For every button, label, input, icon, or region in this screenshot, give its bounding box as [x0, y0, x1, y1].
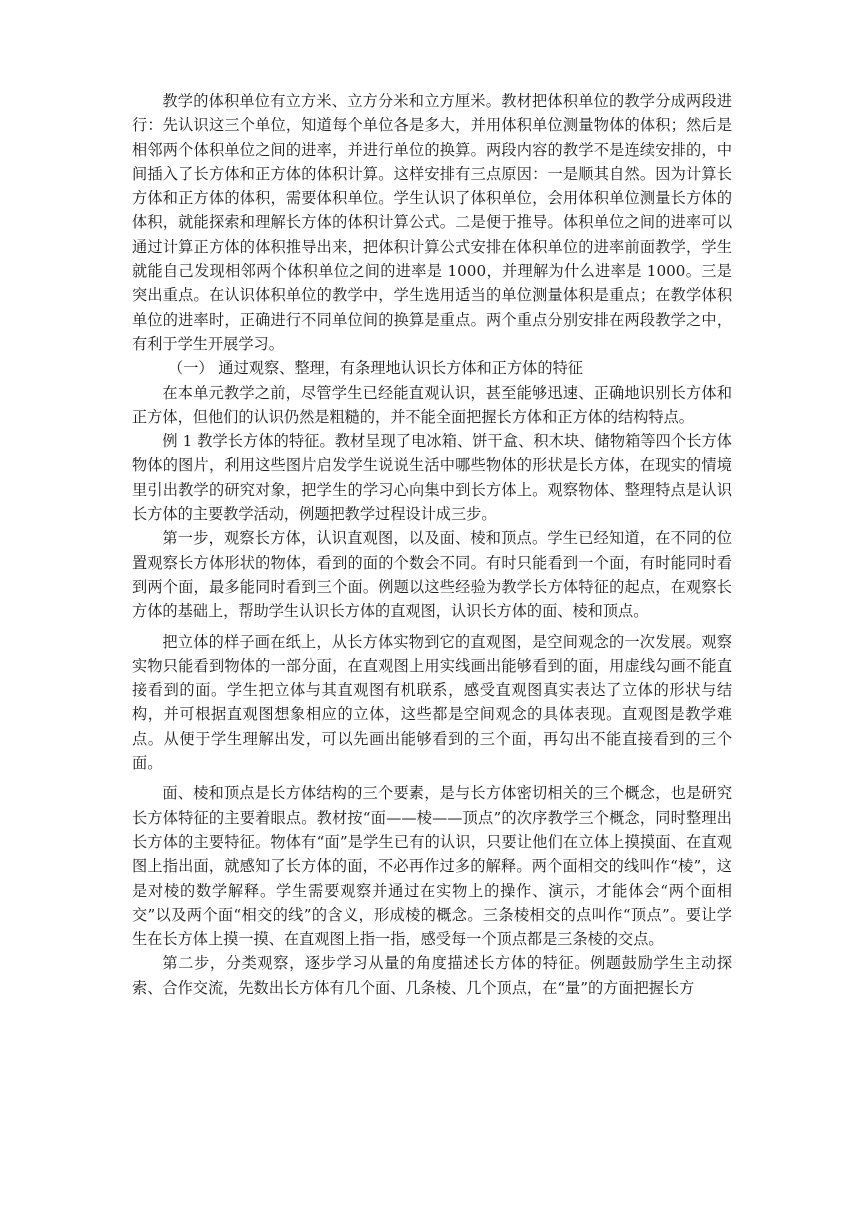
paragraph-step-2: 第二步，分类观察，逐步学习从量的角度描述长方体的特征。例题鼓励学生主动探索、合作交流，先数出长方体有几个面、几条棱、几个顶点，在“量”的方面把握长方 — [132, 954, 732, 997]
document-body — [132, 89, 732, 1000]
paragraph-step-1: 第一步，观察长方体，认识直观图，以及面、棱和顶点。学生已经知道，在不同的位置观察长方体形状的物体，看到的面的个数会不同。有时只能看到一个面，有时能同时看到两个面，最多能同时看到三个面。例题以这些经验为教学长方体特征的起点，在观察长方体的基础上，帮助学生认识长方体的直观图，认识长方体的面、棱和顶点。 — [132, 529, 732, 621]
paragraph-example-1: 例 1 教学长方体的特征。教材呈现了电冰箱、饼干盒、积木块、储物箱等四个长方体物体的图片，利用这些图片启发学生说说生活中哪些物体的形状是长方体，在现实的情境里引出教学的研究对象，把学生的学习心向集中到长方体上。观察物体、整理特点是认识长方体的主要教学活动，例题把教学过程设计成三步。 — [132, 432, 732, 524]
paragraph-face-edge-vertex: 面、棱和顶点是长方体结构的三个要素，是与长方体密切相关的三个概念，也是研究长方体特征的主要着眼点。教材按“面——棱——顶点”的次序教学三个概念，同时整理出长方体的主要特征。物体有“面”是学生已有的认识，只要让他们在立体上摸摸面、在直观图上指出面，就感知了长方体的面，不必再作过多的解释。两个面相交的线叫作“棱”，这是对棱的数学解释。学生需要观察并通过在实物上的操作、演示，才能体会“两个面相交”以及两个面“相交的线”的含义，形成棱的概念。三条棱相交的点叫作“顶点”。要让学生在长方体上摸一摸、在直观图上指一指，感受每一个顶点都是三条棱的交点。 — [132, 784, 732, 949]
paragraph-intro: 在本单元教学之前，尽管学生已经能直观认识，甚至能够迅速、正确地识别长方体和正方体，但他们的认识仍然是粗糙的，并不能全面把握长方体和正方体的结构特点。 — [132, 383, 732, 426]
paragraph-volume-units: 教学的体积单位有立方米、立方分米和立方厘米。教材把体积单位的教学分成两段进行：先认识这三个单位，知道每个单位各是多大，并用体积单位测量物体的体积；然后是相邻两个体积单位之间的进率，并进行单位的换算。两段内容的教学不是连续安排的，中间插入了长方体和正方体的体积计算。这样安排有三点原因：一是顺其自然。因为计算长方体和正方体的体积，需要体积单位。学生认识了体积单位，会用体积单位测量长方体的体积，就能探索和理解长方体的体积计算公式。二是便于推导。体积单位之间的进率可以通过计算正方体的体积推导出来，把体积计算公式安排在体积单位的进率前面教学，学生就能自己发现相邻两个体积单位之间的进率是 1000，并理解为什么进率是 1000。三是突出重点。在认识体积单位的教学中，学生选用适当的单位测量体积是重点；在教学体积单位的进率时，正确进行不同单位间的换算是重点。两个重点分别安排在两段教学之中，有利于学生开展学习。 — [132, 92, 732, 353]
paragraph-diagram: 把立体的样子画在纸上，从长方体实物到它的直观图，是空间观念的一次发展。观察实物只能看到物体的一部分面，在直观图上用实线画出能够看到的面，用虚线勾画不能直接看到的面。学生把立体与其直观图有机联系，感受直观图真实表达了立体的形状与结构，并可根据直观图想象相应的立体，这些都是空间观念的具体表现。直观图是教学难点。从便于学生理解出发，可以先画出能够看到的三个面，再勾出不能直接看到的三个面。 — [132, 632, 732, 773]
section-heading: （一） 通过观察、整理，有条理地认识长方体和正方体的特征 — [168, 359, 583, 378]
